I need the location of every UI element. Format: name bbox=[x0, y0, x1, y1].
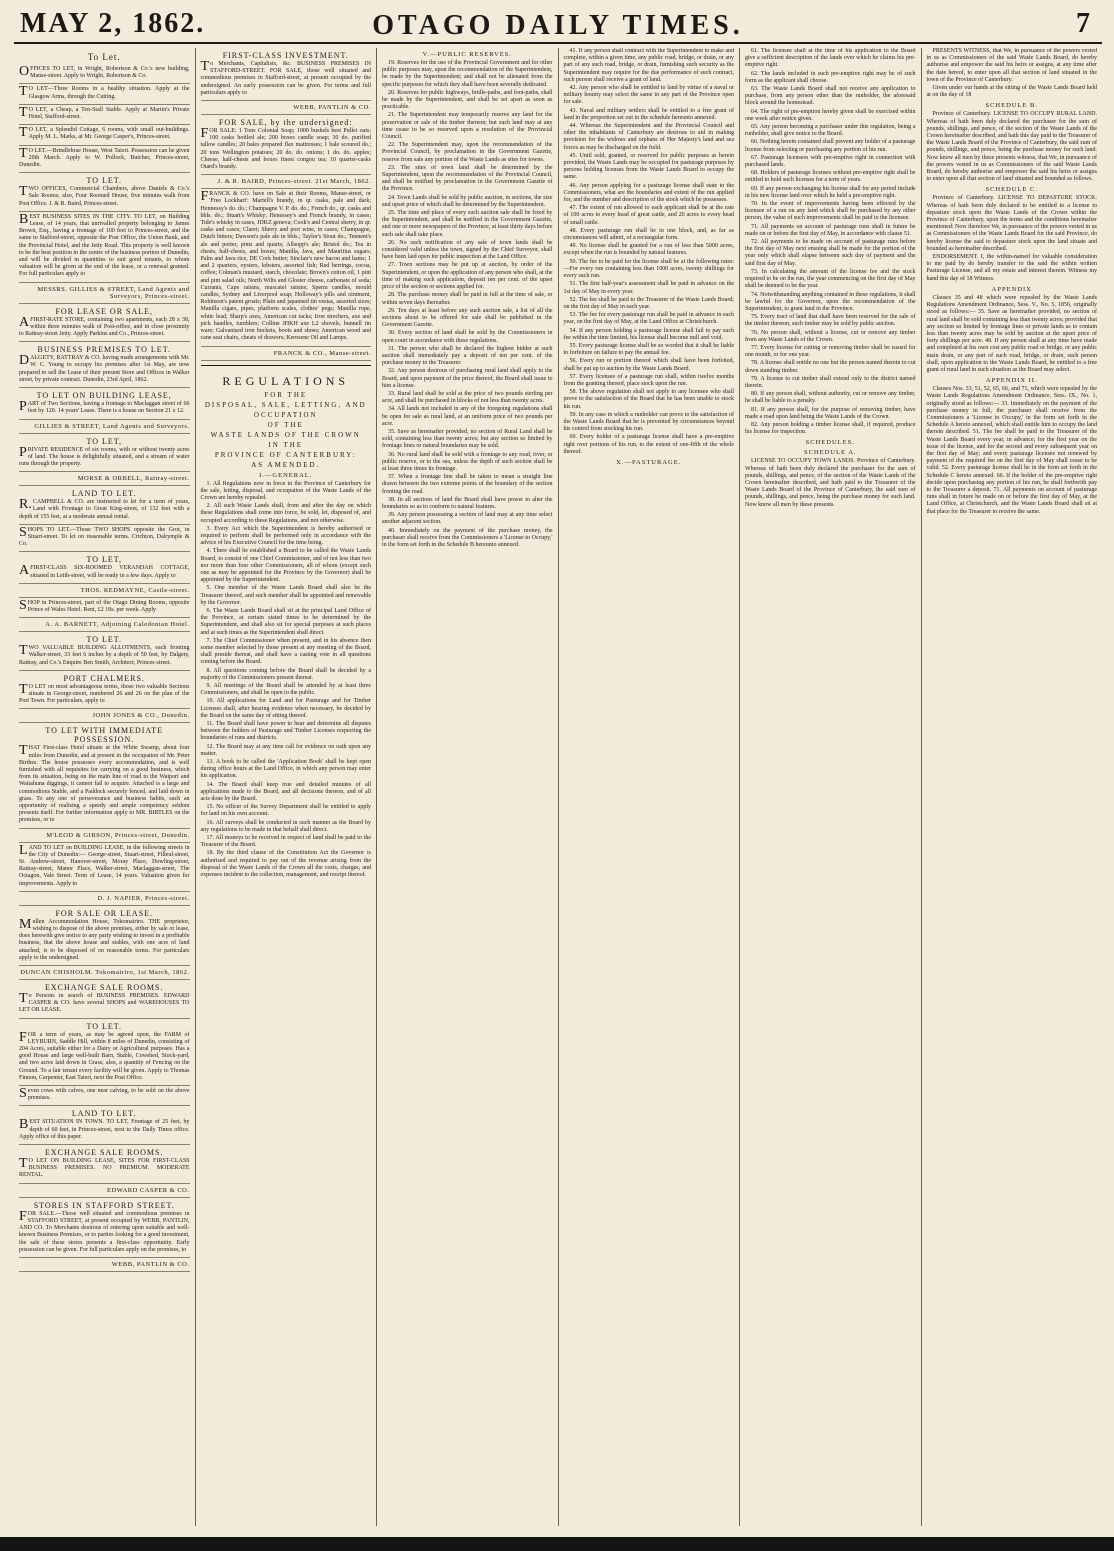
ad-body: OFFICES TO LET, in Wright, Robertson & Co.'s new building, Manse-street. Apply to Wright, Robertson & Co. bbox=[19, 64, 190, 80]
regulation-paragraph: 18. By the third clause of the Constitution Act the Governor is authorised and required to pay out of the revenue arising from the disposal of the Waste Lands of the Crown all the costs, charges, and expenses incident to the collection, management, and receipt thereof. bbox=[200, 850, 371, 879]
ad-body: FOR SALE: 1 Tons Colonial Soap; 1000 bushels best Pullet oats; 100 casks bottled ale; 200 boxes candle soap; 30 do. purified tallow candles; 20 bales prepared flax mattresses; 1 bale scoured do.; 20 tons Wellington potatoes; 20 do. do. onions; 1 do. do. apples; Cheese, half-chests and boxes finest congou tea; 10 quarter-casks Otard's brandy. bbox=[200, 126, 371, 171]
classified-ad bbox=[19, 472, 190, 486]
page-number: 7 bbox=[1076, 8, 1090, 39]
classified-ad bbox=[201, 101, 372, 115]
column-5 bbox=[740, 48, 922, 1526]
regulation-paragraph: 21. The Superintendent may temporarily reserve any land for the preservation or sale of the timber thereon; but such land may at any time cease to be so reserved upon a resolution of the Provincial Council. bbox=[382, 112, 553, 141]
ad-body: Seven cows with calves, one near calving, to be sold on the above premises. bbox=[19, 1086, 190, 1102]
regulation-paragraph: PRESENTS WITNESS, that We, in pursuance of the powers vested in us as Commissioners of the said Waste Lands Board, do hereby authorise and empower the said his heirs or assigns, at any time after the date hereof, to enter upon all that section of land situated in the town of the Province of Canterbury. bbox=[926, 48, 1097, 83]
regulations-for-the: FOR THE bbox=[264, 390, 308, 399]
classified-ad bbox=[19, 388, 190, 419]
regulation-paragraph: 20. Reserves for public highways, bridle-paths, and foot-paths, shall be made by the Superintendent, and shall be set apart as soon as practicable. bbox=[382, 89, 553, 111]
ad-title: TO LET, bbox=[86, 436, 123, 446]
classified-ad bbox=[19, 598, 190, 618]
heading-schedule-a: SCHEDULE A. bbox=[803, 449, 857, 457]
ad-title: TO LET, bbox=[86, 555, 123, 565]
regulation-paragraph: 40. Immediately on the payment of the purchase money, the purchaser shall receive from the Commissioners a 'License to Occupy,' in the form set forth in the Schedule B hereunto annexed. bbox=[382, 527, 553, 548]
regulation-paragraph: 57. Every licensee of a pasturage run shall, within twelve months from the granting thereof, place stock upon the run. bbox=[563, 373, 734, 387]
regulation-paragraph: 54. If any person holding a pasturage license shall fail to pay such fee within the time limited, his license shall become null and void. bbox=[563, 327, 734, 341]
regulation-paragraph: 9. All meetings of the Board shall be attended by at least three Commissioners, and shall be open to the public. bbox=[200, 682, 371, 697]
regulation-paragraph: 56. Every run or portion thereof which shall have been forfeited, shall be put up to auction by the Waste Lands Board. bbox=[563, 358, 734, 372]
regulation-paragraph: 82. Any person holding a timber license shall, if required, produce his license for inspection. bbox=[745, 421, 916, 436]
classified-ad bbox=[19, 434, 190, 473]
regulation-paragraph: 13. A book to be called the 'Application Book' shall be kept open during office hours at the Land Office, in which any person may enter his application. bbox=[200, 759, 371, 780]
regulation-paragraph: 8. All questions coming before the Board shall be decided by a majority of the Commissioners present thereat. bbox=[200, 667, 371, 681]
regulation-paragraph: 30. Every section of land shall be sold by the Commissioners in open court in accordance with these regulations. bbox=[382, 330, 553, 344]
regulation-paragraph: 80. If any person shall, without authority, cut or remove any timber, he shall be liable to a penalty. bbox=[745, 391, 916, 405]
column-3 bbox=[377, 48, 559, 1526]
classified-ad bbox=[19, 146, 190, 174]
classified-ad bbox=[201, 48, 372, 101]
ad-body: To Persons in search of BUSINESS PREMISES. EDWARD CASPER & CO. have several SHOPS and WAREHOUSES TO LET OR LEASE. bbox=[19, 991, 190, 1014]
regulation-paragraph: 43. Naval and military settlers shall be entitled to a free grant of land in the proportion set out in the schedule hereunto annexed. bbox=[563, 107, 734, 121]
regulation-paragraph: 42. Any person who shall be entitled to land by virtue of a naval or military bounty may select the same in any part of the Province open for sale. bbox=[563, 85, 734, 106]
regulation-paragraph: 29. Ten days at least before any such auction sale, a list of all the sections about to be offered for sale shall be published in the Government Gazette. bbox=[382, 307, 553, 329]
ad-signature: J. & R. BAIRD, Princes-street. 21st March, 1862. bbox=[217, 178, 371, 186]
regulation-paragraph: 47. The extent of run allowed to each applicant shall be at the rate of 100 acres to every head of great cattle, and 20 acres to every head of small cattle. bbox=[563, 205, 734, 226]
ad-signature: M'LEOD & GIBSON, Princes-street, Dunedin. bbox=[46, 831, 190, 839]
classified-ad bbox=[19, 173, 190, 212]
newspaper-page bbox=[14, 6, 1102, 1526]
classified-ad bbox=[19, 980, 190, 1019]
classified-ad bbox=[19, 1086, 190, 1106]
ad-body: BEST BUSINESS SITES IN THE CITY. TO LET, on Building Lease, of 14 years, that unrivalled property belonging to James Brown, Esq., having a frontage of 100 feet to Princes-street, and the same to Stafford-street, opposite the Post Office, the Union Bank, and the Provincial Hotel, and the Jetty Road. This property is well known to be the best position in the centre of the business portion of Dunedin, and will be divided in quantities to suit good tenants, to whom valuation will be given at the end of the lease, or a renewal granted. For full particulars apply to bbox=[19, 211, 190, 278]
regulation-paragraph: 7. The Chief Commissioner when present, and in his absence then some member selected by those present at any meeting of the Board, shall preside thereat, and shall have a casting vote in all questions coming before the Board. bbox=[200, 637, 371, 666]
ad-body: PRIVATE RESIDENCE of six rooms, with or without twenty acres of land. The house is delightfully situated, and a stream of water runs through the property. bbox=[19, 444, 190, 467]
regulation-paragraph: 16. All surveys shall be conducted in such manner as the Board by any regulations to be made in that behalf shall direct. bbox=[200, 819, 371, 833]
classified-ad bbox=[19, 105, 190, 125]
ad-signature: D. J. NAPIER, Princes-street. bbox=[97, 894, 190, 902]
regulation-paragraph: 39. Any person possessing a section of land may at any time select another adjacent section. bbox=[382, 512, 553, 526]
regulation-paragraph: 32. Any person desirous of purchasing rural land shall apply to the Board, and upon payment of the price thereof, the Board shall issue to him a license. bbox=[382, 368, 553, 389]
regulation-paragraph: 1. All Regulations now in force in the Province of Canterbury for the sale, letting, disposal, and occupation of the Waste Lands of the Crown are hereby repealed. bbox=[200, 480, 371, 501]
classified-ad bbox=[19, 966, 190, 980]
classified-ad bbox=[19, 64, 190, 84]
ad-title: TO LET. bbox=[86, 1021, 123, 1031]
regulation-paragraph: 70. In the event of improvements having been effected by the licensee of a run on any land which shall be purchased by any other person, the value of such improvements shall be paid to the licensee. bbox=[745, 201, 916, 222]
classified-ad bbox=[19, 125, 190, 145]
regulation-paragraph: 41. If any person shall contract with the Superintendent to make and complete, within a given time, any public road, bridge, or drain, or any part of any such road, bridge, or drain, furnishing such security as the Superintendent may require for the due performance of such contract, such person shall receive a grant of land. bbox=[563, 48, 734, 83]
regulations-amended: AS AMENDED. bbox=[251, 460, 321, 469]
regulation-paragraph: 59. In any case in which a runholder can prove to the satisfaction of the Waste Lands Board that he is prevented by circumstances beyond his control from stocking his run. bbox=[563, 411, 734, 433]
regulations-title: REGULATIONS bbox=[222, 373, 350, 388]
classified-ad bbox=[19, 632, 190, 671]
classified-ad bbox=[19, 1184, 190, 1198]
regulations-of-the: OF THE bbox=[267, 420, 304, 429]
classified-ad bbox=[19, 618, 190, 632]
column-4 bbox=[559, 48, 741, 1526]
ad-signature: JOHN JONES & CO., Dunedin. bbox=[92, 712, 190, 720]
ad-body: TO LET.—Brindlebrae House, West Taieri. Possession can be given 20th March. Apply to W. Pollock, Butcher, Princes-street, Dunedin. bbox=[19, 145, 190, 169]
ad-body: AFIRST-RATE STORE, containing two apartments, each 28 x 38, within three minutes walk of Post-office, and in close proximity to Rattray-street Jetty. Apply Parkins and Co., Princes-street. bbox=[19, 314, 190, 338]
ad-body: To Merchants, Capitalists, &c. BUSINESS PREMISES IN STAFFORD-STREET. FOR SALE, those well situated and commodious premises in Stafford-street, at present occupied by the undersigned. An early possession can be given. For terms and full particulars apply to bbox=[200, 59, 371, 96]
ad-body: TO LET, a Splendid Cottage, 6 rooms, with small out-buildings. Apply M. L. Marks, at Mr. George Casper's, Princes-street. bbox=[19, 125, 190, 141]
regulation-paragraph: 11. The Board shall have power to hear and determine all disputes between the holders of Pasturage and Timber Licenses respecting the boundaries of runs and districts. bbox=[200, 721, 371, 742]
ad-title: FOR SALE OR LEASE. bbox=[55, 908, 154, 918]
regulation-paragraph: 58. The above regulation shall not apply to any licensee who shall prove to the satisfaction of the Board that he has been unable to stock his run. bbox=[563, 389, 734, 410]
regulation-paragraph: 26. No such notification of any sale of town lands shall be considered valid unless the town, signed by the Chief Surveyor, shall have been laid open for public inspection at the Land Office. bbox=[382, 239, 553, 261]
ad-signature: WEBB, PANTLIN & CO. bbox=[111, 1260, 190, 1268]
classified-ad bbox=[19, 420, 190, 434]
regulation-paragraph: 19. Reserves for the use of the Provincial Government and for other public purposes may, upon the recommendation of the Superintendent, be made by the Superintendent; and shall not be alienated from the specific purposes for which they shall have been severally dedicated. bbox=[382, 60, 553, 88]
column-2-ads bbox=[201, 48, 372, 361]
regulation-paragraph: 55. Every pasturage license shall be so worded that it shall be liable to forfeiture on failure to pay the annual fee. bbox=[563, 342, 734, 357]
regulations-line-2: OCCUPATION bbox=[253, 410, 318, 419]
regulation-paragraph: 27. Town sections may be put up at auction, by order of the Superintendent, or upon the application of any person who shall, at the time of making such application, deposit ten per cent. of the upset price of the section or sections applied for. bbox=[382, 262, 553, 291]
regulation-paragraph: 49. No license shall be granted for a run of less than 5000 acres, except when the run is bounded by natural features. bbox=[563, 243, 734, 257]
ad-body: Mullen Accommodation House, Tokomairiro. THE proprietor, wishing to dispose of the above premises, either by sale or lease, does herewith give notice to any party wishing to invest in a profitable business, that the above house and stables, with one acre of land attached, is to be disposed of on reasonable terms. For particulars apply to the undersigned. bbox=[19, 916, 190, 961]
regulation-paragraph: 37. When a frontage line shall be taken to mean a straight line drawn between the two extreme points of the boundary of the section fronting the road. bbox=[382, 474, 553, 495]
regulation-paragraph: 4. There shall be established a Board to be called the Waste Lands Board, to consist of one Chief Commissioner, and of not less than two nor more than four other Commissioners, all of whom (except such one as may be appointed for the Province by the Governor) shall be appointed by the Superintendent. bbox=[200, 548, 371, 584]
regulation-paragraph: 73. In calculating the amount of the license fee and the stock required to be on the run, the year commencing on the first day of May shall be deemed to be the year. bbox=[745, 268, 916, 290]
regulation-paragraph: 75. Every tract of land that shall have been reserved for the sale of the timber thereon, such timber may be sold by public auction. bbox=[745, 314, 916, 328]
regulation-paragraph: 81. If any person shall, for the purpose of removing timber, have made a road upon land being the Waste Lands of the Crown. bbox=[745, 406, 916, 420]
classified-ad bbox=[19, 342, 190, 388]
ad-signature: EDWARD CASPER & CO. bbox=[107, 1186, 190, 1194]
column-2 bbox=[196, 48, 378, 1526]
classified-ad bbox=[201, 115, 372, 175]
classified-ad bbox=[19, 525, 190, 553]
ad-signature: MORSE & ORBELL, Rattray-street. bbox=[77, 475, 190, 483]
classified-ad bbox=[19, 1198, 190, 1258]
regulation-paragraph: Given under our hands at the sitting of the Waste Lands Board held at on the day of 18 bbox=[926, 85, 1097, 99]
column-1 bbox=[14, 48, 196, 1526]
regulation-paragraph: 53. The fee for every pasturage run shall be paid in advance in each year, on the first day of May, at the Land Office at Christchurch. bbox=[563, 312, 734, 326]
regulation-paragraph: 35. Save as hereinafter provided, no section of Rural Land shall be sold, containing less than twenty acres; but any section so limited by frontage lines or natural boundaries may be sold. bbox=[382, 428, 553, 450]
ad-body: BEST SITUATION IN TOWN. TO LET, Frontage of 25 feet, by depth of 60 feet, in Princes-street, next to the Daily Times office. Apply office of this paper. bbox=[19, 1117, 190, 1140]
regulation-paragraph: 63. The Waste Lands Board shall not receive any application to purchase, from any person other than the runholder, the aforesaid block around the homestead. bbox=[745, 86, 916, 107]
regulation-paragraph: 61. The licensee shall at the time of his application to the Board give a sufficient description of the lands over which he claims his pre-emptive right. bbox=[745, 48, 916, 69]
regulation-paragraph: 66. Nothing herein contained shall prevent any holder of a pasturage license from selecting or purchasing any portion of his run. bbox=[745, 139, 916, 153]
regulation-paragraph: 71. All payments on account of pasturage runs shall in future be made on or before the first day of May, in accordance with clause 51. bbox=[745, 223, 916, 237]
ad-body: THAT First-class Hotel situate at the White Swamp, about four miles from Dunedin, and at present in the occupation of Mr. Peter Birthes. The house possesses every accommodation, and is well furnished with all requisites for carrying on a good business, which from its situation, being on the main line of road to the Waipori and Waitahuna diggings, it cannot fail to acquire. Attached is a large and commodious Stable, and a Paddock securely fenced, and laid down in grass. To any one of perseverance and business habits, such an opportunity of realising a speedy and ample competency seldom presents itself. For further information apply to MR. BIRTLES on the premises, or to bbox=[19, 743, 190, 824]
regulation-paragraph: 72. All payments to be made on account of pasturage runs before the first day of May next ensuing shall be made for the portion of the year only which shall elapse between such day of payment and the said first day of May. bbox=[745, 239, 916, 267]
column-2-paragraphs bbox=[201, 481, 372, 880]
ad-body: FRANCK & CO. have on Sale at their Rooms, Manse-street, or 'Free Lockhart': Martell's brandy, in qr. casks, pale and dark; Hennessy's do. do.; Champagne V. P. do. do.; French do., qr. casks and bbls. do.; Stuart's Whisky; Henessey's and French brandy, in cases; Tide's whisky in cases, JDKZ geneva; Cook's and Central sherry, in qr. casks and cases; Claret; Sherry and port wine, in cases; Champagne, Dutch bitters; Dawson's pale ale in bbls.; Taylor's Stout do.; Tennent's ale and porter, pints and quarts; Allsopp's ale; Bristol do.; Tea in chests, half-chests, and boxes; Manilla, Java, and Mauritius sugars; Palm and Java rice, DE Cork butter; Sinclair's new bacon and hams; 1 and 2 quarters, oysters, lobsters, assorted fish; Red herrings, cocoa, coffee; Colman's mustard, starch, chocolate; Brown's cotton oil, 1 pint and pint salad oils; North Wilts and Gloster cheese, carbonate of soda; Currants, Cape raisins, muscatel raisins; Sperm candles, mould candles, Sydney and Liverpool soap; Holloway's pills and ointment, Robinson's patent groats; Plain and japanned tin vestas, assorted sizes; Manilla cigars, pipes, platform scales, clothes' pegs; Manilla rope, white lead, Sharp's axes, American cut tacks; Iron strechers, axe and pick handles, tumblers; Colline JHKH axe L2 shovels, bunnell tin ware; Galvanised iron buckets, boots and shoes; American wood and cane seat chairs, cheats of drawers; Kerosene Oil and Lamps. bbox=[200, 189, 371, 342]
regulation-paragraph: 76. No person shall, without a license, cut or remove any timber from any Waste Lands of the Crown. bbox=[745, 329, 916, 343]
ad-body: PART of Two Sections, having a frontage to Maclaggan street of 66 feet by 120. 14 years' Lease. There is a house on Section 21 x 12. bbox=[19, 399, 190, 415]
regulation-paragraph: 62. The lands included in such pre-emptive right may be of such form as the applicant shall choose. bbox=[745, 70, 916, 84]
ad-signature: A. A. BARNETT, Adjoining Caledonian Hotel. bbox=[45, 621, 190, 629]
regulation-paragraph: 15. No officer of the Survey Department shall be entitled to apply for land on his own account. bbox=[200, 804, 371, 818]
divider bbox=[201, 365, 372, 366]
regulation-paragraph: 17. All moneys to be received in respect of land shall be paid to the Treasurer of the Board. bbox=[200, 835, 371, 849]
classified-ad bbox=[19, 84, 190, 104]
ad-body: TWO VALUABLE BUILDING ALLOTMENTS, each fronting Walker-street, 33 feet 6 inches by a depth of 50 feet, by Dalgety, Rattray, and Co.'s Enquire Ben Smith, Architect, Princes-street. bbox=[19, 643, 190, 666]
classified-ad bbox=[19, 709, 190, 723]
ad-body: FOR a term of years, as may be agreed upon, the FARM of LEYBURN, Saddle Hill, within 8 miles of Dunedin, consisting of 204 Acres, suitable either for a Dairy or Agricultural purposes. Has a good House and large well-built Barn, Stable, Cowshed, Stock-yard, and two acres laid down in Grass; also, a quantity of Fencing on the Ground. To a fair tenant every facility will be given. Apply to Thomas Finnon, Carpenter, East Taieri, next the Post Office. bbox=[19, 1029, 190, 1081]
regulation-paragraph: 64. The right of pre-emption hereby given shall be exercised within one week after notice given. bbox=[745, 108, 916, 122]
ad-body: TO LET on most advantageous terms, those two valuable Sections situate in George-street, numbered 26 and 26 on the plan of the Port Town. For particulars, apply to bbox=[19, 681, 190, 705]
regulation-paragraph: 52. The fee shall be paid to the Treasurer of the Waste Lands Board; on the first day of May in each year. bbox=[563, 296, 734, 310]
regulation-paragraph: 10. All applications for Land and for Pasturage and for Timber Licenses shall, after hearing evidence when necessary, be decided by the Board on the same day of sitting thereof. bbox=[200, 698, 371, 719]
regulation-paragraph: 34. All lands not included in any of the foregoing regulations shall be open for sale as rural land, at an uniform price of two pounds per acre. bbox=[382, 406, 553, 427]
heading-schedule-c: SCHEDULE C. bbox=[985, 186, 1039, 194]
classified-ad bbox=[201, 175, 372, 189]
ad-signature: WEBB, PANTLIN & CO. bbox=[293, 104, 371, 112]
regulation-paragraph: 36. No rural land shall be sold with a frontage to any road, river, or public reserve, or to the sea, unless the depth of such section shall be at least three times its frontage. bbox=[382, 451, 553, 472]
ad-body: AFIRST-CLASS SIX-ROOMED VERANDAH COTTAGE, situated in Leith-street, will be ready in a few days. Apply to bbox=[19, 563, 190, 579]
regulation-paragraph: 46. Any person applying for a pasturage license shall state to the Commissioners, what are the boundaries and extent of the run applied for, and the number and description of the stock which he possesses. bbox=[563, 182, 734, 204]
heading-schedule-b: SCHEDULE B. bbox=[985, 102, 1039, 110]
classified-ad bbox=[19, 304, 190, 343]
heading-appendix-2: APPENDIX II. bbox=[985, 377, 1038, 385]
column-6-paragraphs bbox=[927, 48, 1098, 99]
ad-body: LAND TO LET on BUILDING LEASE, in the following streets in the City of Dunedin:— George-street, Stuart-street, Filleul-street, St. Andrew-street, Hanover-street, Moray Place, Dowling-street, Rattray-street, Manor Place, Walker-street, Maclaggan-street, The Octagon, Vale Street. Term of Lease, 14 years. Valuation given for improvements. Apply to bbox=[19, 842, 190, 887]
classified-ad bbox=[19, 723, 190, 828]
classified-ad bbox=[19, 584, 190, 598]
ad-title: EXCHANGE SALE ROOMS. bbox=[45, 983, 164, 993]
regulation-paragraph: 48. Every pasturage run shall be in one block, and, as far as circumstances will admit, of a rectangular form. bbox=[563, 227, 734, 242]
regulation-paragraph: 12. The Board may at any time call for evidence on oath upon any matter. bbox=[200, 743, 371, 757]
regulation-paragraph: 77. Every license for cutting or removing timber shall be issued for one month, or for one year. bbox=[745, 344, 916, 359]
regulation-paragraph: 38. In all sections of land the Board shall have power to alter the boundaries so as to conform to natural features. bbox=[382, 496, 553, 510]
newspaper-title: OTAGO DAILY TIMES. bbox=[372, 10, 744, 41]
classified-ad bbox=[19, 1019, 190, 1086]
regulation-paragraph: 51. The first half-year's assessment shall be paid in advance on the 1st day of May in every year. bbox=[563, 281, 734, 295]
ad-body: FOR SALE.—Those well situated and commodious premises in STAFFORD STREET, at present occupied by WEBB, PANTLIN, AND CO. To Merchants desirous of entering upon suitable and well-known Business Premises, or to parties looking for a good investment, the sale of these stores presents a first-class opportunity. Early possession can be given. For full particulars apply on the premises, to bbox=[19, 1208, 190, 1253]
column-6 bbox=[922, 48, 1103, 1526]
ad-title: TO LET. bbox=[86, 176, 123, 186]
ad-title: STORES IN STAFFORD STREET. bbox=[33, 1200, 175, 1210]
ad-title: LAND TO LET. bbox=[71, 489, 137, 499]
regulation-paragraph: 31. The person who shall be declared the highest bidder at such auction shall immediately pay a deposit of ten per cent. of the purchase money to the Treasurer. bbox=[382, 345, 553, 367]
regulation-paragraph: 2. All such Waste Lands shall, from and after the day on which these Regulations shall come into force, be sold, let, disposed of, and occupied according to these Regulations, and not otherwise. bbox=[200, 503, 371, 524]
masthead bbox=[14, 6, 1102, 44]
regulation-paragraph: 3. Every Act which the Superintendent is hereby authorised or required to perform shall be performed only in accordance with the advice of his Executive Council for the time being. bbox=[200, 525, 371, 547]
regulations-line-3: WASTE LANDS OF THE CROWN bbox=[210, 430, 361, 439]
regulations-line-1: DISPOSAL, SALE, LETTING, AND bbox=[204, 400, 367, 409]
classified-ad bbox=[19, 1106, 190, 1145]
regulation-paragraph: 6. The Waste Lands Board shall sit at the principal Land Office of the Province, at certain stated times to be determined by the Superintendent, and shall also sit for special purposes at such places and at such times as the Superintendent shall direct. bbox=[200, 607, 371, 636]
column-4-paragraphs bbox=[564, 48, 735, 456]
appendix-text: Clauses 35 and 48 which were repealed by the Waste Lands Regulations Amendment Ordinance, Sess. V., No. 5, 1856, originally stood as follows:— 35. Save as hereinafter provided, no section of rural land shall be sold containing less than twenty acres; provided that any section so limited by frontage lines or private lands as to contain less than twenty acres may be sold by auction at the upset price of forty shillings per acre. 48. If any person shall at any time have made and completed at his own cost any public road or bridge, or any public main drain, or any part of such road, bridge, or drain, such person shall, upon application to the Waste Lands Board, be entitled to a free grant of rural land in such situation as the Board may select. bbox=[926, 294, 1097, 373]
classified-ad bbox=[19, 829, 190, 843]
classified-ad bbox=[19, 906, 190, 966]
classified-ad bbox=[19, 843, 190, 892]
regulations-line-4: PROVINCE OF CANTERBURY: bbox=[214, 450, 357, 459]
ad-body: SHOP in Princes-street, part of the Otago Dining Rooms, opposite Prince of Wales Hotel. Rent, £2 10s. per week. Apply bbox=[19, 597, 190, 613]
heading-pasturage: X.—PASTURAGE. bbox=[616, 458, 682, 466]
schedule-b-text: Province of Canterbury. LICENSE TO OCCUPY RURAL LAND. Whereas of hath been duly declared the purchaser for the sum of pounds, shillings, and pence, of the section of the Waste Lands of the Crown hereinafter described, and hath this day paid to the Treasurer of the Waste Lands Board of the Province of Canterbury, the said sum of pounds, shillings, and pence, being the purchase money for such land. Now know all men by these presents witness, that We, in pursuance of the powers vested in us as Commissioners of the said Waste Lands Board, do hereby authorise and empower the said his heirs or assigns to enter upon all that section of land situated and bounded as follows. bbox=[926, 111, 1097, 183]
ad-body: DALGETY, RATTRAY & CO. having made arrangements with Mr. W. C. Young to occupy his premises after 1st May, are now prepared to sell the Lease of their present Store and Offices in Walker street, by private contract. Dunedin, 23rd April, 1862. bbox=[19, 353, 190, 383]
ad-signature: GILLIES & STREET, Land Agents and Surveyors. bbox=[34, 422, 190, 430]
issue-date: MAY 2, 1862. bbox=[20, 8, 206, 39]
classified-ad bbox=[19, 892, 190, 906]
heading-appendix: APPENDIX bbox=[991, 285, 1032, 293]
regulation-paragraph: 60. Every holder of a pasturage license shall have a pre-emptive right over portions of his run, to the extent of one-fifth of the whole thereof. bbox=[563, 434, 734, 455]
ad-title: BUSINESS PREMISES TO LET. bbox=[37, 345, 171, 355]
schedule-a-text: LICENSE TO OCCUPY TOWN LANDS. Province of Canterbury. Whereas of hath been duly declared the purchaser for the sum of pounds, shillings, and pence, of the section of the Waste Lands of the Crown hereinafter described, and hath paid to the Treasurer of the Waste Lands Board of the Province of Canterbury, the said sum of pounds, shillings, and pence, being the purchase money for such land. Now know all men by these presents. bbox=[745, 458, 916, 508]
classified-ad bbox=[19, 552, 190, 583]
ad-title: TO LET. bbox=[86, 635, 123, 645]
regulation-paragraph: 79. A license to cut timber shall extend only to the district named therein. bbox=[745, 375, 916, 389]
column-1-ads bbox=[19, 64, 190, 1272]
ad-title: LAND TO LET. bbox=[71, 1109, 137, 1119]
heading-schedules: SCHEDULES. bbox=[805, 439, 855, 447]
ad-title: TO LET WITH IMMEDIATE POSSESSION. bbox=[45, 726, 164, 745]
regulation-paragraph: 69. If any person exchanging his license shall for any period include in his new license land over which he held a pre-emptive right. bbox=[745, 185, 916, 199]
classified-ad bbox=[19, 486, 190, 525]
classified-ad bbox=[19, 671, 190, 710]
ad-title: FIRST-CLASS INVESTMENT. bbox=[222, 51, 349, 60]
columns bbox=[14, 48, 1102, 1526]
ad-signature: THOS. REDMAYNE, Castle-street. bbox=[80, 586, 190, 594]
ad-signature: DUNCAN CHISHOLM. Tokomairiro, 1st March, 1862. bbox=[20, 969, 190, 977]
regulation-paragraph: 24. Town Lands shall be sold by public auction, in sections, the size and upset price of which shall be determined by the Superintendent. bbox=[382, 194, 553, 208]
ad-signature: MESSRS. GILLIES & STREET, Land Agents and Surveyors, Princes-street. bbox=[37, 285, 190, 300]
regulation-paragraph: 22. The Superintendent may, upon the recommendation of the Provincial Council, by proclamation in the Government Gazette, reserve from sale any portion of the Waste Lands as sites for towns. bbox=[382, 142, 553, 163]
endorsement-text: ENDORSEMENT. I, the within-named for valuable consideration to me paid by do hereby transfer to the said the within written Pasturage License, and all my estate and interest therein. Witness my hand this day of 18 Witness. bbox=[926, 254, 1097, 282]
regulation-paragraph: 65. Any person becoming a purchaser under this regulation, being a runholder, shall give notice to the Board. bbox=[745, 124, 916, 138]
heading-reserves: V.—PUBLIC RESERVES. bbox=[422, 51, 512, 58]
heading-general: I.—GENERAL. bbox=[259, 471, 313, 479]
regulation-paragraph: 68. Holders of pasturage licenses without pre-emptive right shall be entitled to hold such licenses for a term of years. bbox=[745, 170, 916, 184]
regulation-paragraph: 78. A license shall entitle no one but the person named therein to cut down standing timber. bbox=[745, 360, 916, 374]
classified-ad bbox=[201, 189, 372, 346]
classified-ad bbox=[19, 1258, 190, 1272]
page-bottom-edge bbox=[0, 1537, 1114, 1551]
regulation-paragraph: 67. Pasturage licensees with pre-emptive right in connection with purchased lands. bbox=[745, 154, 916, 169]
ad-title: TO LET ON BUILDING LEASE, bbox=[36, 391, 172, 401]
ad-body: TO LET ON BUILDING LEASE, SITES FOR FIRST-CLASS BUSINESS PREMISES. NO PREMIUM. MODERATE RENTAL. bbox=[19, 1156, 190, 1179]
ad-signature: FRANCK & CO., Manse-street. bbox=[273, 349, 371, 357]
classified-ad bbox=[19, 283, 190, 304]
regulation-paragraph: 33. Rural land shall be sold at the price of two pounds sterling per acre, and shall be purchased in blocks of not less than twenty acres. bbox=[382, 390, 553, 405]
classified-ad bbox=[19, 212, 190, 283]
ad-title: PORT CHALMERS. bbox=[63, 673, 145, 683]
classified-ad bbox=[19, 1145, 190, 1184]
regulation-paragraph: 23. The sites of town land shall be determined by the Superintendent, upon the recommendation of the Provincial Council, and shall be notified by proclamation in the Government Gazette of the Province. bbox=[382, 164, 553, 193]
ad-body: TO LET—Three Rooms in a healthy situation. Apply at the Glasgow Arms, through the Cutting. bbox=[19, 84, 190, 100]
ad-body: TWO OFFICES, Commercial Chambers, above Daniels & Co.'s Sale Rooms; also, Four Roomed House, five minutes walk from Post Office. J. & R. Baird, Princes-street. bbox=[19, 184, 190, 207]
regulation-paragraph: 28. The purchase money shall be paid in full at the time of sale, or within seven days thereafter. bbox=[382, 292, 553, 306]
regulation-paragraph: 50. The fee to be paid for the license shall be at the following rates:—For every run containing less than 1000 acres, twenty shillings for every such run. bbox=[563, 258, 734, 280]
regulation-paragraph: 45. Until sold, granted, or reserved for public purposes as herein provided, the Waste Lands may be occupied for pasturage purposes by persons holding licenses from the Waste Lands Board to occupy the same. bbox=[563, 152, 734, 181]
regulation-paragraph: 25. The time and place of every such auction sale shall be fixed by the Superintendent, and shall be notified in the Government Gazette, and one or more newspapers of the Province, at least thirty days before such sale shall take place. bbox=[382, 210, 553, 238]
ad-body: SHOPS TO LET.—Those TWO SHOPS opposite the Grot, in Stuart-street. To let on reasonable terms. Crichton, Dalrymple & Co. bbox=[19, 524, 190, 548]
appendix-2-text: Clauses Nos. 33, 51, 52, 65, 66, and 71, which were repealed by the Waste Lands Regulations Amendment Ordinance, Sess. IX., No. 1, originally stood as follows:— 33. Immediately on the payment of the purchase money in full, the purchaser shall receive from the Commissioners a 'License to Occupy,' in the form set forth in the Schedule A hereto annexed, which shall entitle him to occupy the land therein described. 51. The fee shall be paid to the Treasurer of the Waste Lands Board every year, in advance; for the first year on the issue of the license, and for the second and every subsequent year on the first day of May; and every pasturage licensee not renewed by payment of the required fee on the first day of May shall cease to be valid. 52. Every pasturage license shall be in the form set forth in the Schedule C hereto annexed. 66. If the holder of the pre-emptive right decide upon purchasing any portion of his run, he shall forthwith pay to the Treasurer a deposit. 71. All payments on account of pasturage runs shall in future be made on or before the first day of May, at the Land Office, at Christchurch, and the Waste Lands Board shall sit at that place for the Treasurer to receive the same. bbox=[926, 386, 1097, 515]
regulation-paragraph: 14. The Board shall keep true and detailed minutes of all applications made to the Board, and all decisions thereon, and of all acts done by the Board. bbox=[200, 781, 371, 803]
ad-title: EXCHANGE SALE ROOMS. bbox=[45, 1148, 164, 1158]
regulation-paragraph: 74. Notwithstanding anything contained in these regulations, it shall be lawful for the Governor, upon the recommendation of the Superintendent, to grant land in the Province. bbox=[745, 291, 916, 312]
column-5-paragraphs bbox=[745, 48, 916, 436]
regulation-paragraph: 44. Whereas the Superintendent and the Provincial Council and other the inhabitants of Canterbury are desirous to aid in making provision for the widows and orphans of Her Majesty's land and sea forces as may be discharged on the field. bbox=[563, 123, 734, 151]
schedule-c-text: Province of Canterbury. LICENSE TO DEPASTURE STOCK. Whereas of hath been duly declared to be entitled to a license to depasture stock upon the Waste Lands of the Crown within the Province of Canterbury, upon the terms and the conditions hereinafter mentioned: Now therefore We, in pursuance of the powers vested in us as Commissioners of the Waste Lands Board for the said Province, do hereby license the said to depasture stock upon the land situate and bounded as hereinafter described. bbox=[926, 195, 1097, 252]
section-heading-to-let: To Let. bbox=[87, 52, 121, 62]
ad-title: FOR SALE, by the undersigned: bbox=[218, 118, 353, 128]
regulation-paragraph: 5. One member of the Waste Lands Board shall also be the Treasurer thereof, and such member shall be appointed and removable by the Governor. bbox=[200, 585, 371, 606]
regulations-in-the: IN THE bbox=[268, 440, 304, 449]
classified-ad bbox=[201, 347, 372, 361]
ad-body: TO LET, a Cheap, a Ten-Stall Stable. Apply at Martin's Private Hotel, Stafford-street. bbox=[19, 104, 190, 121]
column-3-paragraphs bbox=[382, 60, 553, 549]
ad-body: R.CAMPBELL & CO. are instructed to let for a term of years, Land with Frontage to Great King-street, of 132 feet with a depth of 155 feet, at a moderate annual rental. bbox=[19, 497, 190, 520]
ad-title: FOR LEASE OR SALE, bbox=[55, 306, 154, 316]
